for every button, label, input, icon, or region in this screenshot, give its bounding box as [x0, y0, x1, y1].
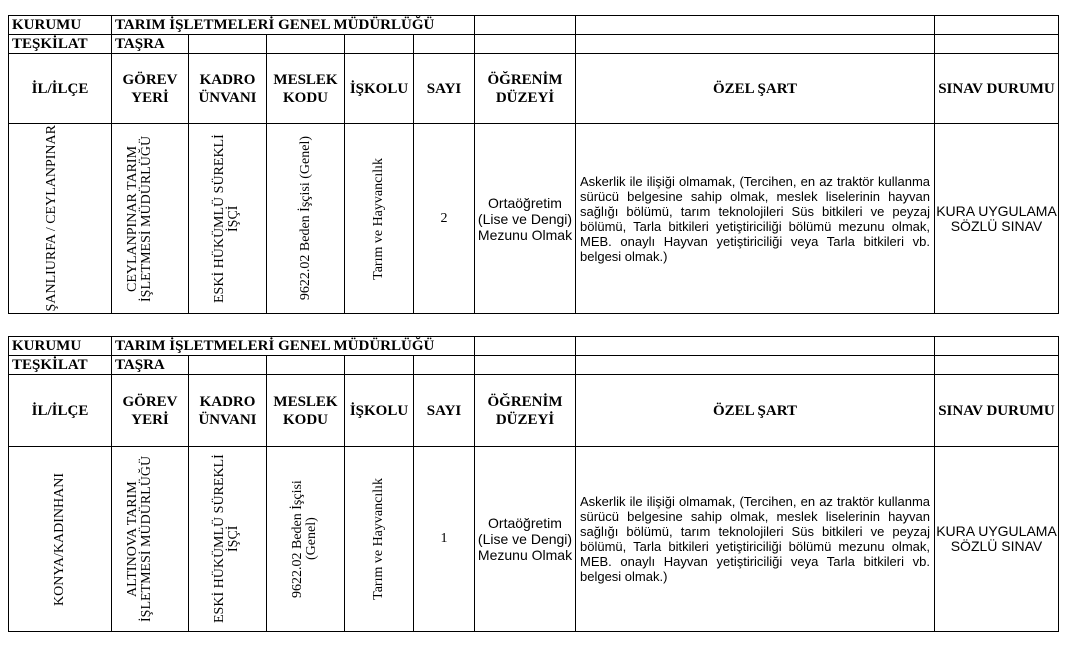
sinav-durumu-value: KURA UYGULAMA SÖZLÜ SINAV [935, 447, 1059, 632]
header-sinav-durumu: SINAV DURUMU [935, 375, 1059, 447]
position-table-2 [8, 336, 1059, 632]
ozel-sart-value: Askerlik ile ilişiği olmamak, (Tercihen, en az traktör kullanma sürücü belgesine sahip olmak, meslek liselerinin hayvan sağlığı bölümü, tarım teknolojileri Süs bitkileri ve peyzaj bölümü, Tarla bitkileri yetiştiriciliği bölümü mezunu olmak, MEB. onaylı Hayvan yetiştiriciliği veya Tarla bitkileri vb. belgesi olmak.) [576, 447, 935, 632]
header-iskolu: İŞKOLU [345, 54, 414, 124]
kurumu-value: TARIM İŞLETMELERİ GENEL MÜDÜRLÜĞÜ [112, 337, 475, 356]
kadro-unvani-value: ESKİ HÜKÜMLÜ SÜREKLİ İŞÇİ [211, 454, 241, 624]
gorev-yeri-value: CEYLANPINAR TARIM İŞLETMESİ MÜDÜRLÜĞÜ [125, 135, 154, 302]
header-ogrenim-duzeyi: ÖĞRENİM DÜZEYİ [475, 54, 576, 124]
teskilat-label: TEŞKİLAT [9, 35, 112, 54]
header-il-ilce: İL/İLÇE [9, 375, 112, 447]
kurumu-label: KURUMU [9, 337, 112, 356]
il-ilce-value: ŞANLIURFA / CEYLANPINAR [44, 125, 59, 312]
sinav-durumu-value: KURA UYGULAMA SÖZLÜ SINAV [935, 124, 1059, 314]
ogrenim-duzeyi-value: Ortaöğretim (Lise ve Dengi) Mezunu Olmak [475, 124, 576, 314]
header-gorev-yeri: GÖREV YERİ [112, 54, 189, 124]
kadro-unvani-value: ESKİ HÜKÜMLÜ SÜREKLİ İŞÇİ [211, 134, 241, 303]
kurumu-value: TARIM İŞLETMELERİ GENEL MÜDÜRLÜĞÜ [112, 16, 475, 35]
header-il-ilce: İL/İLÇE [9, 54, 112, 124]
header-ogrenim-duzeyi: ÖĞRENİM DÜZEYİ [475, 375, 576, 447]
meslek-kodu-value: 9622.02 Beden İşçisi (Genel) [297, 136, 313, 301]
sayi-value: 1 [414, 447, 475, 632]
header-sayi: SAYI [414, 54, 475, 124]
header-sinav-durumu: SINAV DURUMU [935, 54, 1059, 124]
header-gorev-yeri: GÖREV YERİ [112, 375, 189, 447]
table-row [9, 124, 1059, 314]
header-iskolu: İŞKOLU [345, 375, 414, 447]
header-meslek-kodu: MESLEK KODU [267, 375, 345, 447]
kurumu-label: KURUMU [9, 16, 112, 35]
teskilat-label: TEŞKİLAT [9, 356, 112, 375]
sayi-value: 2 [414, 124, 475, 314]
iskolu-value: Tarım ve Hayvancılık [371, 157, 386, 280]
teskilat-value: TAŞRA [112, 35, 189, 54]
ogrenim-duzeyi-value: Ortaöğretim (Lise ve Dengi) Mezunu Olmak [475, 447, 576, 632]
meslek-kodu-value: 9622.02 Beden İşçisi (Genel) [289, 480, 319, 598]
table-row [9, 447, 1059, 632]
header-meslek-kodu: MESLEK KODU [267, 54, 345, 124]
iskolu-value: Tarım ve Hayvancılık [371, 478, 386, 600]
header-ozel-sart: ÖZEL ŞART [576, 54, 935, 124]
header-ozel-sart: ÖZEL ŞART [576, 375, 935, 447]
teskilat-value: TAŞRA [112, 356, 189, 375]
header-sayi: SAYI [414, 375, 475, 447]
header-kadro-unvani: KADRO ÜNVANI [189, 375, 267, 447]
gorev-yeri-value: ALTINOVA TARIM İŞLETMESİ MÜDÜRLÜĞÜ [125, 455, 154, 623]
position-table-1 [8, 15, 1059, 314]
header-kadro-unvani: KADRO ÜNVANI [189, 54, 267, 124]
ozel-sart-value: Askerlik ile ilişiği olmamak, (Tercihen, en az traktör kullanma sürücü belgesine sahip olmak, meslek liselerinin hayvan sağlığı bölümü, tarım teknolojileri Süs bitkileri ve peyzaj bölümü, Tarla bitkileri yetiştiriciliği bölümü mezunu olmak, MEB. onaylı Hayvan yetiştiriciliği veya Tarla bitkileri vb. belgesi olmak.) [576, 124, 935, 314]
il-ilce-value: KONYA/KADINHANI [52, 472, 67, 606]
